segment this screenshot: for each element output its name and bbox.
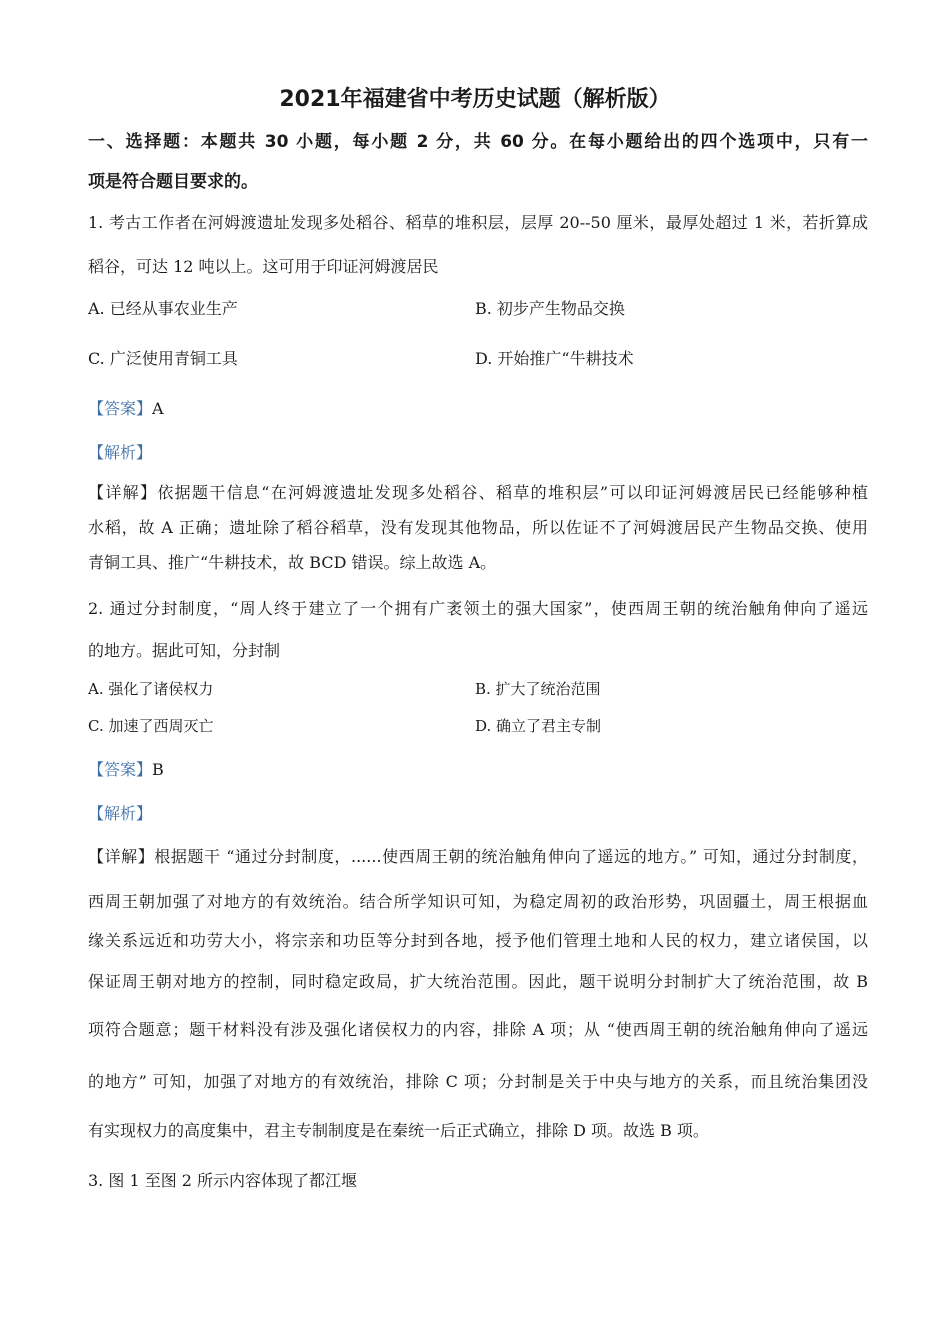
q1-option-d: D. 开始推广“牛耕技术 — [475, 349, 634, 368]
q2-detail-line3: 缘关系远近和功劳大小，将宗亲和功臣等分封到各地，授予他们管理土地和人民的权力，建立诸侯国，以 — [88, 931, 868, 950]
answer-value: A — [152, 399, 164, 418]
section-heading-line1: 一、选择题：本题共 30 小题，每小题 2 分，共 60 分。在每小题给出的四个选项中，只有一 — [88, 132, 868, 152]
q2-detail-line4: 保证周王朝对地方的控制，同时稳定政局，扩大统治范围。因此，题干说明分封制扩大了统治范围，故 B — [88, 972, 868, 991]
detail-tag: 【详解】 — [88, 483, 158, 502]
q2-detail-line2: 西周王朝加强了对地方的有效统治。结合所学知识可知，为稳定周初的政治形势，巩固疆土，周王根据血 — [88, 892, 868, 911]
q1-answer — [88, 397, 868, 421]
q1-detail-line3: 青铜工具、推广“牛耕技术，故 BCD 错误。综上故选 A。 — [88, 553, 497, 572]
answer-tag: 【答案】 — [88, 399, 153, 418]
q2-option-c: C. 加速了西周灭亡 — [88, 717, 214, 735]
q2-stem-line1: 2. 通过分封制度，“周人终于建立了一个拥有广袤领土的强大国家”，使西周王朝的统治触角伸向了遥远 — [88, 599, 868, 618]
q1-option-c: C. 广泛使用青铜工具 — [88, 349, 238, 368]
q1-stem-line1: 1. 考古工作者在河姆渡遗址发现多处稻谷、稻草的堆积层，层厚 20--50 厘米，最厚处超过 1 米，若折算成 — [88, 213, 868, 232]
q1-analysis — [88, 441, 868, 465]
answer-value: B — [152, 760, 164, 779]
detail-text: 依据题干信息“在河姆渡遗址发现多处稻谷、稻草的堆积层”可以印证河姆渡居民已经能够种植 — [157, 483, 868, 502]
section-heading-line2: 项是符合题目要求的。 — [88, 172, 258, 192]
q1-option-a: A. 已经从事农业生产 — [88, 299, 238, 318]
detail-tag: 【详解】 — [88, 847, 155, 866]
q2-option-a: A. 强化了诸侯权力 — [88, 680, 214, 698]
analysis-tag: 【解析】 — [88, 804, 153, 823]
q2-detail-line5: 项符合题意；题干材料没有涉及强化诸侯权力的内容，排除 A 项；从 “使西周王朝的统治触角伸向了遥远 — [88, 1020, 868, 1039]
q2-detail-line7: 有实现权力的高度集中，君主专制制度是在秦统一后正式确立，排除 D 项。故选 B 项。 — [88, 1121, 709, 1140]
q3-stem-line1: 3. 图 1 至图 2 所示内容体现了都江堰 — [88, 1171, 358, 1190]
document-title: 2021年福建省中考历史试题（解析版） — [279, 87, 671, 112]
q1-stem-line2: 稻谷，可达 12 吨以上。这可用于印证河姆渡居民 — [88, 257, 439, 276]
q1-option-b: B. 初步产生物品交换 — [475, 299, 625, 318]
analysis-tag: 【解析】 — [88, 443, 153, 462]
q2-option-b: B. 扩大了统治范围 — [475, 680, 601, 698]
q2-detail-line1 — [88, 845, 868, 869]
q2-option-d: D. 确立了君主专制 — [475, 717, 602, 735]
detail-text: 根据题干 “通过分封制度，......使西周王朝的统治触角伸向了遥远的地方。” 可知，通过分封制度， — [154, 847, 868, 866]
answer-tag: 【答案】 — [88, 760, 153, 779]
q2-stem-line2: 的地方。据此可知，分封制 — [88, 641, 281, 660]
q2-answer — [88, 758, 868, 782]
q1-detail-line2: 水稻，故 A 正确；遗址除了稻谷稻草，没有发现其他物品，所以佐证不了河姆渡居民产生物品交换、使用 — [88, 518, 868, 537]
q2-analysis — [88, 802, 868, 826]
q2-detail-line6: 的地方” 可知，加强了对地方的有效统治，排除 C 项；分封制是关于中央与地方的关系，而且统治集团没 — [88, 1072, 868, 1091]
q1-detail-line1 — [88, 481, 868, 505]
